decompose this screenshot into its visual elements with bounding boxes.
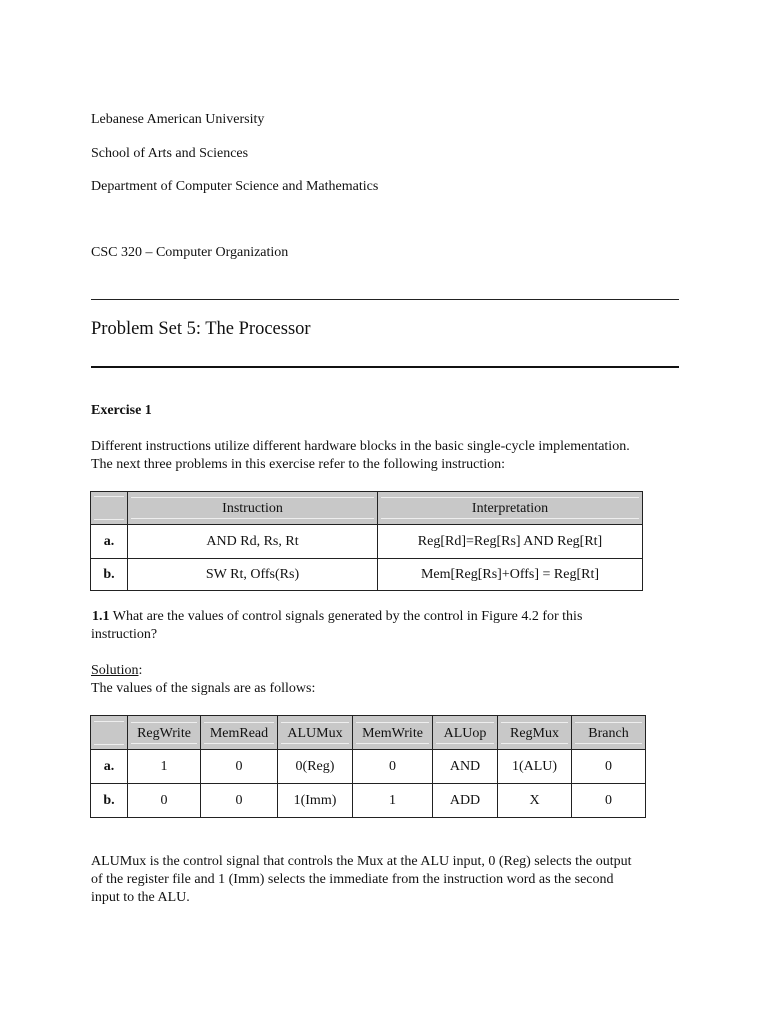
signal-cell: 0: [572, 784, 646, 818]
exercise-intro-line2: The next three problems in this exercise refer to the following instruction:: [91, 457, 506, 472]
question-line2: instruction?: [91, 627, 158, 642]
signal-cell: 0: [128, 784, 201, 818]
question-text: What are the values of control signals generated by the control in Figure 4.2 for this: [109, 609, 583, 624]
header-cell: Instruction: [128, 492, 378, 525]
row-label: b.: [91, 559, 128, 591]
table-row: [91, 525, 643, 559]
header-cell: ALUop: [433, 716, 498, 750]
signal-cell: 0(Reg): [278, 750, 353, 784]
signal-cell: 0: [572, 750, 646, 784]
solution-colon: :: [138, 663, 143, 678]
table-corner: [91, 492, 128, 525]
row-label: b.: [91, 784, 128, 818]
table-row: [91, 784, 646, 818]
signal-cell: AND: [433, 750, 498, 784]
signal-cell: 0: [353, 750, 433, 784]
signal-cell: 1: [353, 784, 433, 818]
signal-cell: ADD: [433, 784, 498, 818]
title-rule-bottom: [91, 366, 679, 368]
explanation-line2: of the register file and 1 (Imm) selects the immediate from the instruction word as the second: [91, 872, 614, 887]
solution-label: Solution: [91, 663, 139, 678]
course-name: CSC 320 – Computer Organization: [91, 245, 289, 260]
instruction-cell: SW Rt, Offs(Rs): [128, 559, 378, 591]
exercise-intro-line1: Different instructions utilize different hardware blocks in the basic single-cycle implementation.: [91, 439, 630, 454]
signal-cell: 1(ALU): [498, 750, 572, 784]
signal-cell: 0: [201, 784, 278, 818]
instruction-cell: AND Rd, Rs, Rt: [128, 525, 378, 559]
header-cell: RegWrite: [128, 716, 201, 750]
header-cell: MemRead: [201, 716, 278, 750]
header-cell: Branch: [572, 716, 646, 750]
exercise-heading: Exercise 1: [91, 403, 152, 418]
table-row: [91, 559, 643, 591]
table-corner: [91, 716, 128, 750]
explanation-line3: input to the ALU.: [91, 890, 190, 905]
table-row: [91, 750, 646, 784]
header-cell: ALUMux: [278, 716, 353, 750]
header-cell: RegMux: [498, 716, 572, 750]
solution-intro: The values of the signals are as follows:: [91, 681, 316, 696]
signals-table: [90, 715, 646, 818]
title-rule-top: [91, 299, 679, 300]
signal-cell: 0: [201, 750, 278, 784]
interpretation-cell: Reg[Rd]=Reg[Rs] AND Reg[Rt]: [378, 525, 643, 559]
instruction-table: [90, 491, 643, 591]
signal-cell: X: [498, 784, 572, 818]
row-label: a.: [91, 750, 128, 784]
department-name: Department of Computer Science and Mathematics: [91, 179, 379, 194]
school-name: School of Arts and Sciences: [91, 146, 249, 161]
solution-heading: [91, 662, 142, 680]
question-number: 1.1: [92, 609, 110, 624]
signals-table-header: [91, 716, 646, 750]
header-cell: Interpretation: [378, 492, 643, 525]
interpretation-cell: Mem[Reg[Rs]+Offs] = Reg[Rt]: [378, 559, 643, 591]
instruction-table-header: [91, 492, 643, 525]
signal-cell: 1(Imm): [278, 784, 353, 818]
explanation-line1: ALUMux is the control signal that controls the Mux at the ALU input, 0 (Reg) selects the output: [91, 854, 632, 869]
row-label: a.: [91, 525, 128, 559]
signal-cell: 1: [128, 750, 201, 784]
question-line1: [92, 608, 582, 626]
university-name: Lebanese American University: [91, 112, 265, 127]
header-cell: MemWrite: [353, 716, 433, 750]
page-title: Problem Set 5: The Processor: [91, 319, 311, 339]
